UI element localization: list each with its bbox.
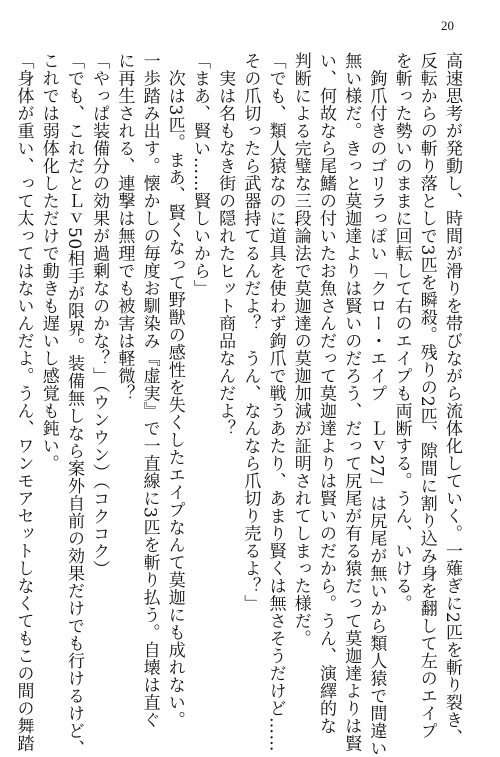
text-line: これでは弱体化しただけで動きも遅いし感覚も鈍い。 — [38, 52, 59, 472]
text-line: 次は3匹。まあ、賢くなって野獣の感性を失くしたエイプなんて莫迦にも成れない。 — [164, 52, 185, 729]
text-line: 鉤爪付きのゴリラっぽい「クロー・エイプ Ｌｖ27」は尻尾が無いから類人猿で間違い — [366, 52, 387, 757]
body-text — [13, 52, 464, 757]
text-line: 「身体が重い、って太ってはないんだよ。うん、ワンモアセットしなくてもこの間の舞踏 — [13, 52, 34, 752]
text-line: 「でも、これだとＬｖ50相手が限界。装備無しなら案外自前の効果だけでも行けるけど、 — [63, 52, 84, 757]
text-line: 実は名もなき街の隠れたヒット商品なんだよ？ — [215, 52, 236, 437]
text-line: 「やっぱ装備分の効果が過剰なのかな？」（ウンウン）（コクコク） — [89, 52, 110, 578]
text-line: 高速思考が発動し、時間が滑りを帯びながら流体化していく。一薙ぎに2匹を斬り裂き、 — [442, 52, 462, 746]
text-line: 「でも、類人猿なのに道具を使わず鉤爪で戦うあたり、あまり賢くは無さそうだけど…… — [265, 52, 286, 752]
text-line: に再生される、連撃は無理でも被害は軽微？ — [114, 52, 135, 402]
text-line: 反転からの斬り落としで3匹を瞬殺。残りの2匹、隙間に割り込み身を翻して左のエイプ — [416, 52, 437, 740]
text-line: い、何故なら尾鰭の付いたお魚さんだって莫迦達よりは賢いのだから。うん、演繹的な — [315, 52, 336, 735]
text-line: 無い様だ。きっと莫迦達よりは賢いのだろう、だって尻尾が有る猿だって莫迦達よりは賢 — [341, 52, 362, 752]
page-number: 20 — [441, 18, 454, 33]
text-line: 一歩踏み出す。懐かしの毎度お馴染み『虚実』で一直線に3匹を斬り払う。自壊は直ぐ — [139, 52, 160, 729]
text-line: 判断による完璧な三段論法で莫迦達の莫迦加減が証明されてしまった様だ。 — [290, 52, 311, 647]
text-line: 「まあ、賢い……賢しいから」 — [189, 52, 210, 297]
text-line: を斬った勢いのままに回転して右のエイプも両断する。うん、いける。 — [391, 52, 412, 612]
text-line: その爪切ったら武器持てるんだよ？ うん、なんなら爪切り売るよ？」 — [240, 52, 261, 612]
